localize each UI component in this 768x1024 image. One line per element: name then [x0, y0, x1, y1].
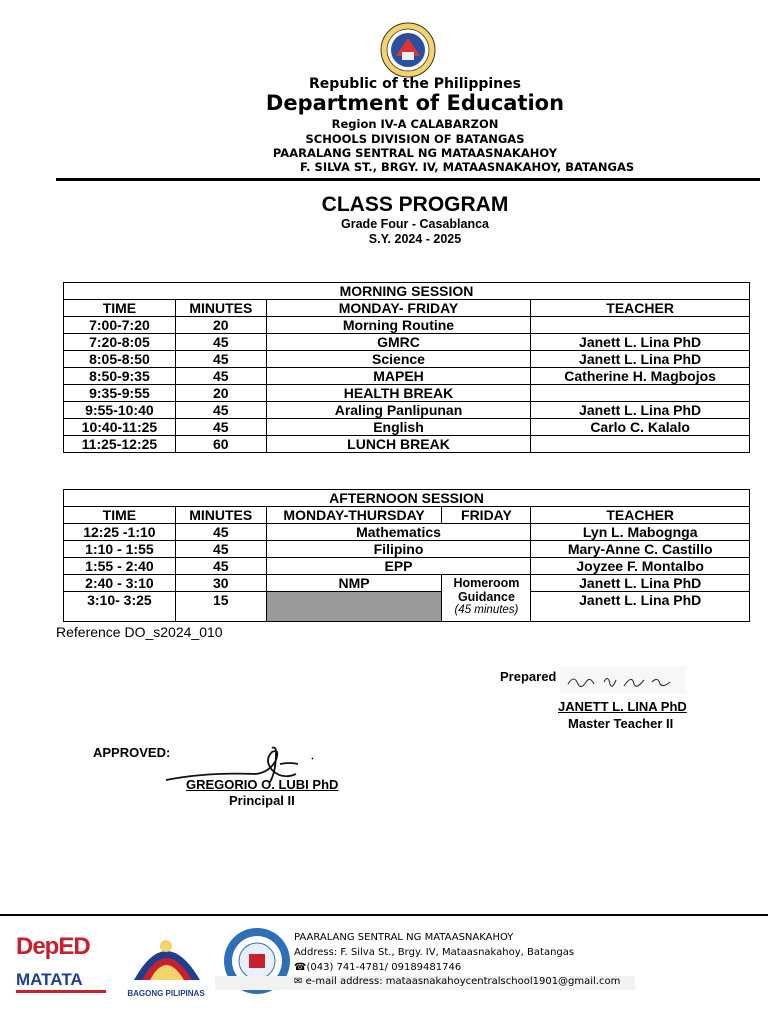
column-header: TEACHER	[531, 300, 750, 317]
time-cell: 2:40 - 3:10	[64, 575, 176, 592]
column-header: MINUTES	[175, 507, 266, 524]
footer-school-name: PAARALANG SENTRAL NG MATAASNAKAHOY	[294, 932, 514, 943]
column-header: FRIDAY	[442, 507, 531, 524]
table-row	[64, 558, 750, 575]
time-cell: 8:05-8:50	[64, 351, 176, 368]
table-row	[64, 419, 750, 436]
teacher-cell: Catherine H. Magbojos	[531, 368, 750, 385]
subject-cell	[266, 592, 442, 622]
deped-seal-icon	[380, 22, 436, 78]
footer-phone: (043) 741-4781/ 09189481746	[306, 962, 462, 973]
subject-cell: Araling Panlipunan	[266, 402, 530, 419]
time-cell: 8:50-9:35	[64, 368, 176, 385]
minutes-cell: 45	[175, 524, 266, 541]
subject-cell: English	[266, 419, 530, 436]
table-header-row	[64, 507, 750, 524]
email-icon: ✉	[294, 976, 303, 987]
minutes-cell: 45	[175, 368, 266, 385]
footer-phone-row	[294, 962, 461, 973]
school-address-text: F. SILVA ST., BRGY. IV, MATAASNAKAHOY, BATANGAS	[300, 160, 635, 174]
minutes-cell: 15	[175, 592, 266, 622]
table-row	[64, 402, 750, 419]
school-year-text: S.Y. 2024 - 2025	[368, 232, 462, 246]
footer-address: Address: F. Silva St., Brgy. IV, Mataasnakahoy, Batangas	[294, 947, 575, 958]
region-text: Region IV-A CALABARZON	[331, 117, 499, 131]
teacher-cell: Joyzee F. Montalbo	[531, 558, 750, 575]
subject-cell: LUNCH BREAK	[266, 436, 530, 453]
page-title: CLASS PROGRAM	[321, 193, 509, 216]
teacher-cell: Janett L. Lina PhD	[531, 334, 750, 351]
table-title-row	[64, 283, 750, 300]
bagong-text: BAGONG PILIPINAS	[127, 989, 205, 998]
approved-name: GREGORIO O. LUBI PhD	[186, 777, 339, 792]
friday-note: (45 minutes)	[454, 604, 519, 616]
subject-cell: Science	[266, 351, 530, 368]
teacher-cell: Janett L. Lina PhD	[531, 575, 750, 592]
prepared-name: JANETT L. LINA PhD	[558, 699, 687, 714]
column-header: MONDAY- FRIDAY	[266, 300, 530, 317]
friday-line-1: Homeroom	[453, 576, 520, 590]
prepared-signature-icon	[560, 666, 686, 694]
afternoon-session-title: AFTERNOON SESSION	[64, 490, 750, 507]
table-row	[64, 317, 750, 334]
table-row	[64, 575, 750, 592]
table-row	[64, 436, 750, 453]
table-row	[64, 524, 750, 541]
teacher-cell: Janett L. Lina PhD	[531, 402, 750, 419]
time-cell: 9:35-9:55	[64, 385, 176, 402]
column-header: TEACHER	[531, 507, 750, 524]
bagong-pilipinas-logo	[120, 930, 212, 996]
time-cell: 11:25-12:25	[64, 436, 176, 453]
header-divider	[56, 178, 760, 181]
subject-cell: Filipino	[266, 541, 531, 558]
table-row	[64, 592, 750, 622]
department-title: Department of Education	[265, 91, 565, 115]
teacher-cell: Janett L. Lina PhD	[531, 351, 750, 368]
subject-cell: HEALTH BREAK	[266, 385, 530, 402]
time-cell: 10:40-11:25	[64, 419, 176, 436]
friday-line-2: Guidance	[457, 590, 515, 604]
minutes-cell: 45	[175, 334, 266, 351]
table-row	[64, 334, 750, 351]
prepared-position: Master Teacher II	[568, 716, 674, 731]
footer-email-row	[294, 976, 620, 987]
teacher-cell: Mary-Anne C. Castillo	[531, 541, 750, 558]
deped-matatag-logo	[16, 934, 112, 998]
time-cell: 3:10- 3:25	[64, 592, 176, 622]
teacher-cell	[531, 385, 750, 402]
subject-cell: Mathematics	[266, 524, 531, 541]
table-header-row	[64, 300, 750, 317]
minutes-cell: 20	[175, 317, 266, 334]
phone-icon: ☎	[294, 962, 307, 973]
minutes-cell: 30	[175, 575, 266, 592]
teacher-cell: Janett L. Lina PhD	[531, 592, 750, 622]
time-cell: 7:20-8:05	[64, 334, 176, 351]
subject-cell: NMP	[266, 575, 442, 592]
morning-session-title: MORNING SESSION	[64, 283, 750, 300]
table-row	[64, 351, 750, 368]
table-row	[64, 541, 750, 558]
footer-email: e-mail address: mataasnakahoycentralschool1901@gmail.com	[305, 976, 621, 987]
subject-cell: MAPEH	[266, 368, 530, 385]
friday-homeroom-cell	[442, 575, 531, 622]
school-name-text: PAARALANG SENTRAL NG MATAASNAKAHOY	[272, 146, 558, 160]
minutes-cell: 45	[175, 419, 266, 436]
column-header: TIME	[64, 507, 176, 524]
approved-position: Principal II	[229, 793, 295, 808]
time-cell: 12:25 -1:10	[64, 524, 176, 541]
time-cell: 1:10 - 1:55	[64, 541, 176, 558]
subject-cell: Morning Routine	[266, 317, 530, 334]
bagong-pilipinas-icon	[120, 930, 212, 984]
teacher-cell: Carlo C. Kalalo	[531, 419, 750, 436]
minutes-cell: 45	[175, 558, 266, 575]
table-row	[64, 385, 750, 402]
teacher-cell	[531, 317, 750, 334]
table-row	[64, 368, 750, 385]
column-header: MONDAY-THURSDAY	[266, 507, 442, 524]
republic-text: Republic of the Philippines	[309, 76, 521, 92]
afternoon-schedule-table	[63, 489, 750, 622]
matatag-underline	[16, 990, 106, 993]
subject-cell: GMRC	[266, 334, 530, 351]
matatag-text: MATATA	[16, 970, 83, 989]
footer-divider	[0, 914, 768, 916]
minutes-cell: 60	[175, 436, 266, 453]
time-cell: 9:55-10:40	[64, 402, 176, 419]
minutes-cell: 45	[175, 351, 266, 368]
time-cell: 7:00-7:20	[64, 317, 176, 334]
grade-section-text: Grade Four - Casablanca	[341, 217, 489, 231]
teacher-cell: Lyn L. Mabognga	[531, 524, 750, 541]
approved-label: APPROVED:	[93, 745, 171, 760]
reference-text: Reference DO_s2024_010	[56, 624, 223, 640]
minutes-cell: 20	[175, 385, 266, 402]
prepared-label: Prepared	[500, 669, 557, 684]
minutes-cell: 45	[175, 541, 266, 558]
morning-schedule-table	[63, 282, 750, 453]
column-header: MINUTES	[175, 300, 266, 317]
table-title-row	[64, 490, 750, 507]
time-cell: 1:55 - 2:40	[64, 558, 176, 575]
teacher-cell	[531, 436, 750, 453]
deped-text: DepED	[16, 933, 90, 960]
minutes-cell: 45	[175, 402, 266, 419]
column-header: TIME	[64, 300, 176, 317]
division-text: SCHOOLS DIVISION OF BATANGAS	[305, 132, 525, 146]
subject-cell: EPP	[266, 558, 531, 575]
